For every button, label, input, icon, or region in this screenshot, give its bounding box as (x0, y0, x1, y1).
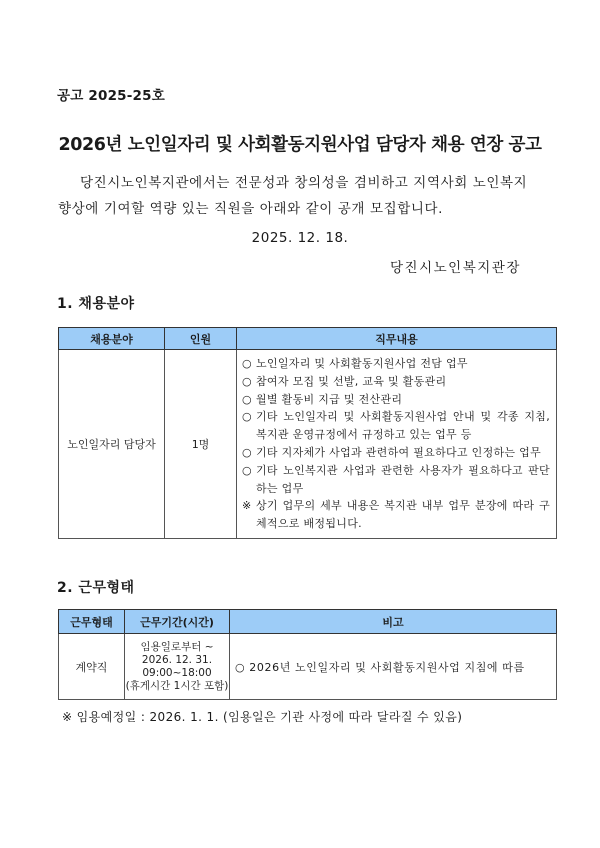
header-duties: 직무내용 (237, 328, 557, 350)
duty-item (242, 444, 550, 462)
table-row (59, 634, 557, 700)
header-work-type: 근무형태 (59, 610, 125, 634)
duty-text: 참여자 모집 및 선발, 교육 및 활동관리 (256, 374, 447, 388)
cell-duties (237, 350, 557, 539)
circle-bullet-icon: ○ (242, 410, 252, 424)
duty-item (242, 355, 550, 373)
intro-line-2: 향상에 기여할 역량 있는 직원을 아래와 같이 공개 모집합니다. (58, 201, 444, 217)
announcement-date: 2025. 12. 18. (251, 230, 349, 246)
duty-note (242, 497, 550, 533)
duty-item (242, 408, 550, 444)
period-line: (휴게시간 1시간 포함) (125, 679, 229, 692)
duty-item (242, 391, 550, 409)
header-field: 채용분야 (59, 328, 165, 350)
period-line: 2026. 12. 31. (141, 653, 213, 666)
signer-name: 당진시노인복지관장 (390, 260, 521, 276)
document-title: 2026년 노인일자리 및 사회활동지원사업 담당자 채용 연장 공고 (58, 135, 542, 155)
header-remark: 비고 (230, 610, 557, 634)
duty-text: 기타 노인복지관 사업과 관련한 사용자가 필요하다고 판단하는 업무 (256, 463, 550, 495)
period-line: 09:00~18:00 (142, 666, 212, 679)
header-work-period: 근무기간(시간) (125, 610, 230, 634)
duty-text: 기타 지자체가 사업과 관련하여 필요하다고 인정하는 업무 (256, 445, 542, 459)
intro-line-1: 당진시노인복지관에서는 전문성과 창의성을 겸비하고 지역사회 노인복지 (80, 175, 528, 191)
duty-text: 기타 노인일자리 및 사회활동지원사업 안내 및 각종 지침, 복지관 운영규정에서 규정하고 있는 업무 등 (256, 410, 550, 442)
recruitment-table (58, 327, 557, 539)
circle-bullet-icon: ○ (242, 463, 252, 477)
cell-headcount: 1명 (165, 350, 237, 539)
cell-work-period (125, 634, 230, 700)
table-header-row (59, 610, 557, 634)
duty-note-text: 상기 업무의 세부 내용은 복지관 내부 업무 분장에 따라 구체적으로 배정됩니다. (256, 499, 550, 531)
intro-paragraph (58, 170, 558, 222)
section-heading-work-type: 2. 근무형태 (57, 580, 135, 596)
duty-item (242, 373, 550, 391)
table-row (59, 350, 557, 539)
circle-bullet-icon: ○ (242, 445, 252, 459)
cell-remark: ○ 2026년 노인일자리 및 사회활동지원사업 지침에 따름 (230, 634, 557, 700)
circle-bullet-icon: ○ (242, 392, 252, 406)
circle-bullet-icon: ○ (242, 357, 252, 370)
section-heading-recruitment-field: 1. 채용분야 (57, 296, 135, 312)
duty-text: 노인일자리 및 사회활동지원사업 전담 업무 (256, 357, 468, 370)
notice-number: 공고 2025-25호 (57, 88, 165, 104)
cell-field: 노인일자리 담당자 (59, 350, 165, 539)
duty-text: 월별 활동비 지급 및 전산관리 (256, 392, 403, 406)
reference-mark-icon: ※ (242, 499, 252, 513)
cell-work-type: 계약직 (59, 634, 125, 700)
table-header-row (59, 328, 557, 350)
duty-item (242, 462, 550, 498)
appointment-footnote: ※ 임용예정일 : 2026. 1. 1. (임용일은 기관 사정에 따라 달라질 수 있음) (62, 710, 463, 724)
circle-bullet-icon: ○ (242, 374, 252, 388)
header-headcount: 인원 (165, 328, 237, 350)
period-line: 임용일로부터 ~ (140, 640, 214, 653)
work-type-table (58, 609, 557, 700)
